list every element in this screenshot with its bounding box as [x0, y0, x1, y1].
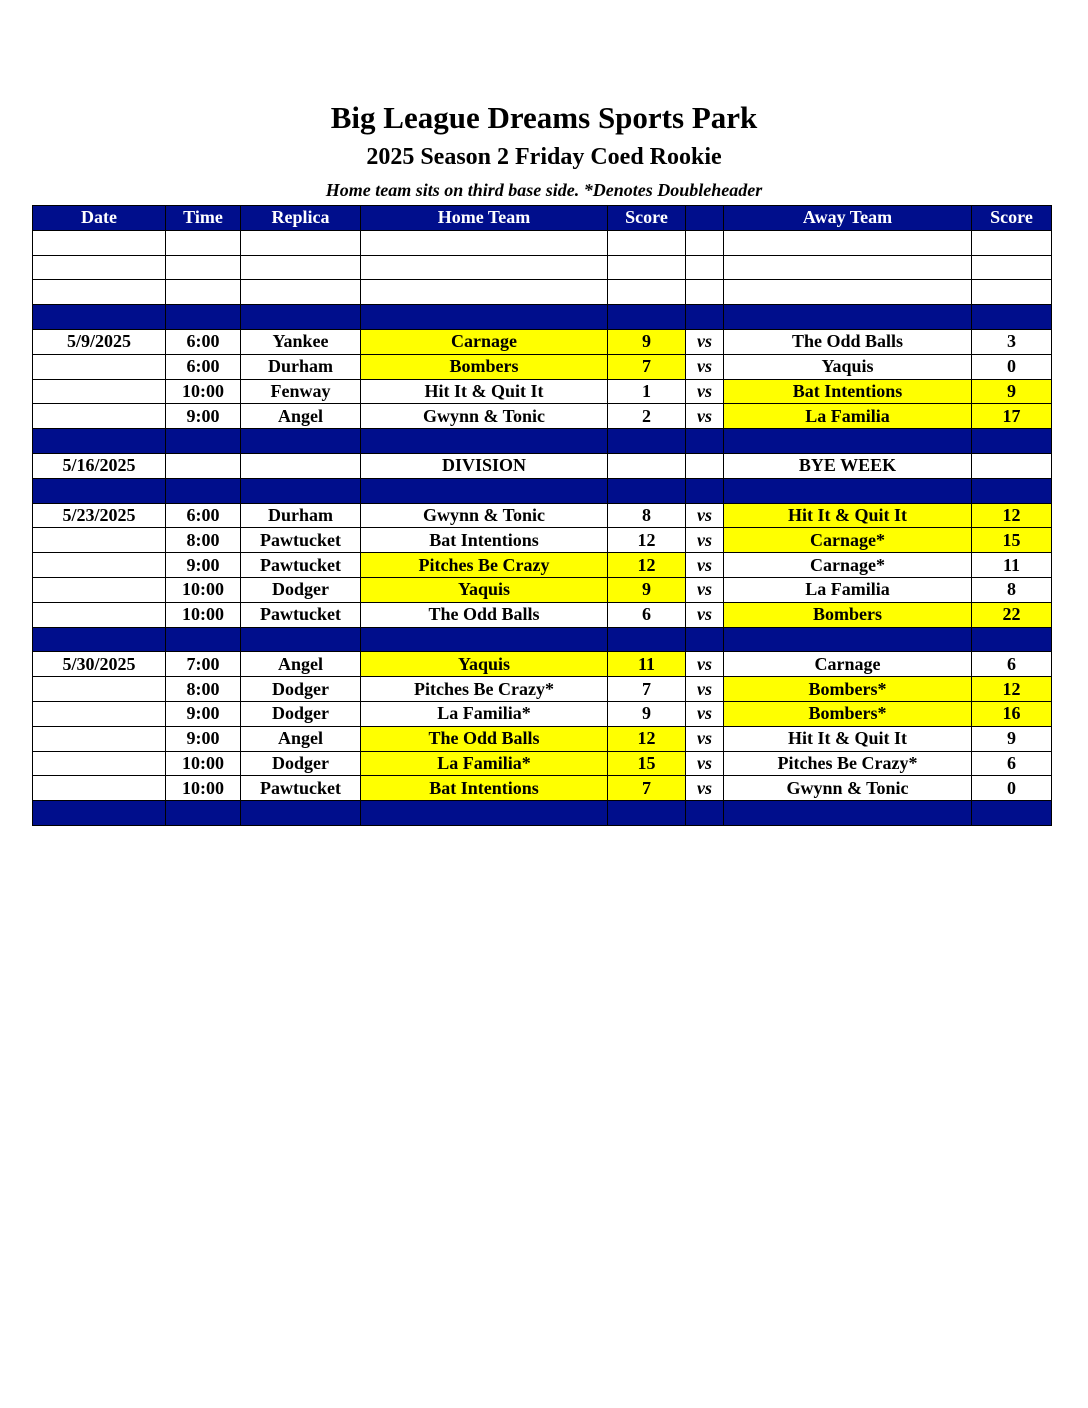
away-team-cell: Bat Intentions — [724, 379, 972, 404]
away-team-cell: Gwynn & Tonic — [724, 776, 972, 801]
blank-row — [33, 280, 1052, 305]
replica-cell: Fenway — [241, 379, 361, 404]
home-team-cell: La Familia* — [361, 701, 608, 726]
vs-cell — [686, 801, 724, 826]
replica-cell: Pawtucket — [241, 602, 361, 627]
home-score-cell: 12 — [608, 726, 686, 751]
away-team-cell: Bombers* — [724, 701, 972, 726]
replica-cell: Dodger — [241, 577, 361, 602]
home-score-cell — [608, 627, 686, 652]
home-score-cell: 9 — [608, 577, 686, 602]
away-team-cell: Hit It & Quit It — [724, 726, 972, 751]
game-row — [33, 354, 1052, 379]
time-cell — [166, 801, 241, 826]
away-score-cell: 9 — [972, 379, 1052, 404]
game-row — [33, 577, 1052, 602]
vs-cell: vs — [686, 602, 724, 627]
vs-cell — [686, 627, 724, 652]
time-cell: 6:00 — [166, 354, 241, 379]
blank-row — [33, 255, 1052, 280]
date-cell — [33, 429, 166, 454]
home-score-cell — [608, 305, 686, 330]
time-cell: 9:00 — [166, 701, 241, 726]
vs-cell — [686, 478, 724, 503]
time-cell — [166, 429, 241, 454]
vs-cell: vs — [686, 577, 724, 602]
home-team-cell: Pitches Be Crazy* — [361, 677, 608, 702]
date-cell — [33, 801, 166, 826]
time-cell: 8:00 — [166, 528, 241, 553]
home-score-cell: 7 — [608, 354, 686, 379]
game-row — [33, 751, 1052, 776]
home-score-cell — [608, 255, 686, 280]
home-team-cell: La Familia* — [361, 751, 608, 776]
away-team-cell — [724, 255, 972, 280]
away-score-cell: 8 — [972, 577, 1052, 602]
home-team-cell: The Odd Balls — [361, 602, 608, 627]
vs-cell — [686, 230, 724, 255]
replica-cell — [241, 453, 361, 478]
home-team-cell: Gwynn & Tonic — [361, 503, 608, 528]
time-cell: 10:00 — [166, 776, 241, 801]
replica-cell: Yankee — [241, 329, 361, 354]
time-cell: 6:00 — [166, 329, 241, 354]
time-cell: 7:00 — [166, 652, 241, 677]
home-team-cell: Carnage — [361, 329, 608, 354]
home-score-cell: 15 — [608, 751, 686, 776]
away-team-cell — [724, 627, 972, 652]
date-cell: 5/9/2025 — [33, 329, 166, 354]
replica-cell — [241, 280, 361, 305]
away-score-cell: 15 — [972, 528, 1052, 553]
away-team-cell — [724, 230, 972, 255]
home-score-cell: 11 — [608, 652, 686, 677]
home-team-cell — [361, 478, 608, 503]
away-team-cell — [724, 280, 972, 305]
away-team-cell — [724, 478, 972, 503]
home-score-cell — [608, 230, 686, 255]
date-cell — [33, 701, 166, 726]
vs-cell: vs — [686, 776, 724, 801]
away-team-cell: BYE WEEK — [724, 453, 972, 478]
home-team-cell — [361, 429, 608, 454]
date-cell — [33, 577, 166, 602]
col-away-team-header: Away Team — [724, 206, 972, 231]
date-cell — [33, 379, 166, 404]
time-cell — [166, 305, 241, 330]
time-cell: 9:00 — [166, 404, 241, 429]
time-cell — [166, 627, 241, 652]
home-team-cell: Bat Intentions — [361, 776, 608, 801]
time-cell — [166, 453, 241, 478]
date-cell — [33, 553, 166, 578]
away-team-cell: Bombers* — [724, 677, 972, 702]
date-cell — [33, 528, 166, 553]
home-score-cell — [608, 280, 686, 305]
replica-cell: Dodger — [241, 751, 361, 776]
home-score-cell — [608, 801, 686, 826]
away-score-cell: 6 — [972, 652, 1052, 677]
replica-cell: Dodger — [241, 677, 361, 702]
time-cell — [166, 280, 241, 305]
vs-cell: vs — [686, 503, 724, 528]
schedule-note: Home team sits on third base side. *Denotes Doubleheader — [325, 180, 763, 200]
replica-cell: Dodger — [241, 701, 361, 726]
time-cell: 10:00 — [166, 751, 241, 776]
schedule-table — [32, 205, 1052, 826]
away-score-cell — [972, 280, 1052, 305]
away-score-cell: 6 — [972, 751, 1052, 776]
away-team-cell: La Familia — [724, 404, 972, 429]
away-score-cell — [972, 478, 1052, 503]
home-score-cell: 1 — [608, 379, 686, 404]
date-cell — [33, 255, 166, 280]
col-home-team-header: Home Team — [361, 206, 608, 231]
home-score-cell: 2 — [608, 404, 686, 429]
vs-cell: vs — [686, 404, 724, 429]
time-cell: 6:00 — [166, 503, 241, 528]
time-cell — [166, 478, 241, 503]
replica-cell — [241, 255, 361, 280]
blank-row — [33, 230, 1052, 255]
away-score-cell: 0 — [972, 354, 1052, 379]
time-cell: 10:00 — [166, 379, 241, 404]
vs-cell: vs — [686, 677, 724, 702]
replica-cell: Angel — [241, 726, 361, 751]
date-cell — [33, 627, 166, 652]
home-team-cell: Yaquis — [361, 577, 608, 602]
time-cell: 10:00 — [166, 602, 241, 627]
date-cell — [33, 230, 166, 255]
home-score-cell: 9 — [608, 701, 686, 726]
home-team-cell — [361, 627, 608, 652]
away-team-cell: Pitches Be Crazy* — [724, 751, 972, 776]
vs-cell: vs — [686, 751, 724, 776]
vs-cell: vs — [686, 726, 724, 751]
page-subtitle: 2025 Season 2 Friday Coed Rookie — [366, 144, 722, 170]
date-cell — [33, 677, 166, 702]
away-team-cell: La Familia — [724, 577, 972, 602]
away-score-cell — [972, 305, 1052, 330]
vs-cell — [686, 453, 724, 478]
vs-cell: vs — [686, 652, 724, 677]
home-score-cell: 6 — [608, 602, 686, 627]
date-cell — [33, 305, 166, 330]
replica-cell: Pawtucket — [241, 528, 361, 553]
game-row — [33, 379, 1052, 404]
replica-cell: Pawtucket — [241, 776, 361, 801]
home-score-cell: 12 — [608, 528, 686, 553]
home-score-cell: 8 — [608, 503, 686, 528]
away-score-cell: 12 — [972, 503, 1052, 528]
separator-row — [33, 429, 1052, 454]
home-team-cell — [361, 255, 608, 280]
away-score-cell: 17 — [972, 404, 1052, 429]
away-score-cell: 16 — [972, 701, 1052, 726]
away-score-cell — [972, 801, 1052, 826]
game-row — [33, 553, 1052, 578]
home-score-cell: 9 — [608, 329, 686, 354]
col-home-score-header: Score — [608, 206, 686, 231]
replica-cell — [241, 801, 361, 826]
time-cell: 10:00 — [166, 577, 241, 602]
away-team-cell — [724, 429, 972, 454]
vs-cell — [686, 429, 724, 454]
replica-cell — [241, 230, 361, 255]
col-vs-header — [686, 206, 724, 231]
away-team-cell: Carnage* — [724, 553, 972, 578]
replica-cell — [241, 627, 361, 652]
away-score-cell: 0 — [972, 776, 1052, 801]
replica-cell — [241, 429, 361, 454]
date-cell — [33, 354, 166, 379]
date-cell — [33, 751, 166, 776]
home-team-cell: The Odd Balls — [361, 726, 608, 751]
vs-cell: vs — [686, 701, 724, 726]
date-cell: 5/30/2025 — [33, 652, 166, 677]
away-score-cell — [972, 429, 1052, 454]
vs-cell: vs — [686, 528, 724, 553]
game-row — [33, 652, 1052, 677]
away-score-cell: 3 — [972, 329, 1052, 354]
time-cell — [166, 255, 241, 280]
header-row — [33, 206, 1052, 231]
vs-cell — [686, 255, 724, 280]
away-team-cell — [724, 305, 972, 330]
date-cell — [33, 602, 166, 627]
replica-cell: Angel — [241, 652, 361, 677]
home-score-cell: 7 — [608, 776, 686, 801]
replica-cell: Durham — [241, 354, 361, 379]
time-cell — [166, 230, 241, 255]
away-score-cell — [972, 627, 1052, 652]
col-away-score-header: Score — [972, 206, 1052, 231]
home-team-cell: Pitches Be Crazy — [361, 553, 608, 578]
home-team-cell: Yaquis — [361, 652, 608, 677]
game-row — [33, 329, 1052, 354]
separator-row — [33, 801, 1052, 826]
time-cell: 9:00 — [166, 553, 241, 578]
vs-cell: vs — [686, 354, 724, 379]
game-row — [33, 776, 1052, 801]
page-title: Big League Dreams Sports Park — [330, 100, 758, 135]
home-team-cell: Bat Intentions — [361, 528, 608, 553]
away-team-cell: The Odd Balls — [724, 329, 972, 354]
home-team-cell: DIVISION — [361, 453, 608, 478]
away-team-cell: Yaquis — [724, 354, 972, 379]
away-score-cell — [972, 453, 1052, 478]
home-team-cell — [361, 305, 608, 330]
date-cell — [33, 776, 166, 801]
time-cell: 8:00 — [166, 677, 241, 702]
game-row — [33, 677, 1052, 702]
home-team-cell: Gwynn & Tonic — [361, 404, 608, 429]
game-row — [33, 528, 1052, 553]
home-score-cell — [608, 453, 686, 478]
away-score-cell: 12 — [972, 677, 1052, 702]
vs-cell: vs — [686, 553, 724, 578]
home-team-cell — [361, 280, 608, 305]
home-score-cell — [608, 429, 686, 454]
away-score-cell: 22 — [972, 602, 1052, 627]
replica-cell — [241, 478, 361, 503]
replica-cell: Durham — [241, 503, 361, 528]
game-row — [33, 701, 1052, 726]
away-team-cell: Hit It & Quit It — [724, 503, 972, 528]
home-team-cell: Bombers — [361, 354, 608, 379]
game-row — [33, 726, 1052, 751]
replica-cell: Pawtucket — [241, 553, 361, 578]
vs-cell — [686, 305, 724, 330]
date-cell — [33, 478, 166, 503]
col-date-header: Date — [33, 206, 166, 231]
home-team-cell — [361, 801, 608, 826]
home-score-cell: 7 — [608, 677, 686, 702]
home-team-cell: Hit It & Quit It — [361, 379, 608, 404]
date-cell: 5/16/2025 — [33, 453, 166, 478]
away-team-cell: Carnage* — [724, 528, 972, 553]
time-cell: 9:00 — [166, 726, 241, 751]
game-row — [33, 602, 1052, 627]
away-team-cell: Carnage — [724, 652, 972, 677]
replica-cell: Angel — [241, 404, 361, 429]
vs-cell — [686, 280, 724, 305]
date-cell — [33, 280, 166, 305]
game-row — [33, 404, 1052, 429]
date-cell: 5/23/2025 — [33, 503, 166, 528]
separator-row — [33, 305, 1052, 330]
vs-cell: vs — [686, 329, 724, 354]
replica-cell — [241, 305, 361, 330]
col-time-header: Time — [166, 206, 241, 231]
game-row — [33, 503, 1052, 528]
away-team-cell: Bombers — [724, 602, 972, 627]
vs-cell: vs — [686, 379, 724, 404]
game-row — [33, 453, 1052, 478]
away-score-cell: 9 — [972, 726, 1052, 751]
home-team-cell — [361, 230, 608, 255]
away-score-cell — [972, 255, 1052, 280]
away-team-cell — [724, 801, 972, 826]
home-score-cell: 12 — [608, 553, 686, 578]
home-score-cell — [608, 478, 686, 503]
date-cell — [33, 726, 166, 751]
separator-row — [33, 627, 1052, 652]
away-score-cell — [972, 230, 1052, 255]
col-replica-header: Replica — [241, 206, 361, 231]
away-score-cell: 11 — [972, 553, 1052, 578]
date-cell — [33, 404, 166, 429]
separator-row — [33, 478, 1052, 503]
